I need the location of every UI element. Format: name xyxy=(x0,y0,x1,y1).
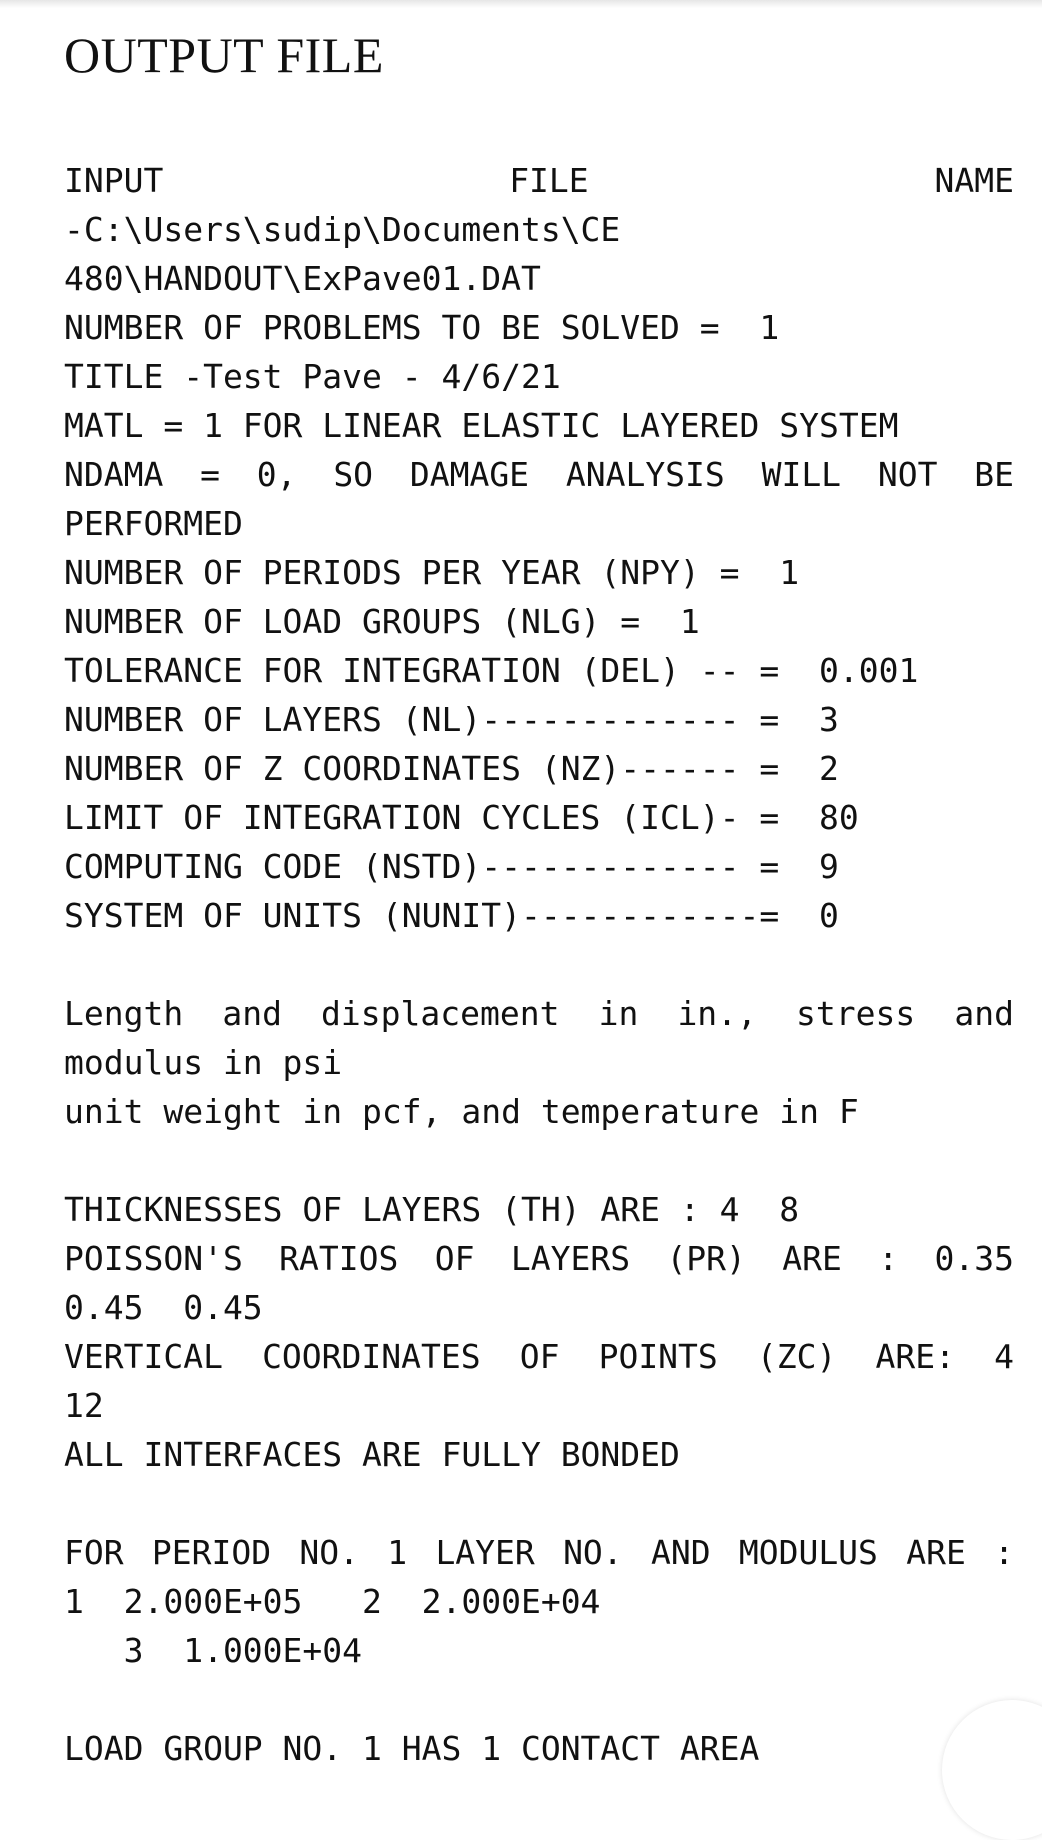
npy-line: NUMBER OF PERIODS PER YEAR (NPY) = 1 xyxy=(64,553,800,592)
ndama-continuation: PERFORMED xyxy=(64,504,243,543)
modulus-word: NO. xyxy=(299,1533,359,1572)
icl-line: LIMIT OF INTEGRATION CYCLES (ICL)- = 80 xyxy=(64,798,859,837)
modulus-word: 1 xyxy=(387,1533,408,1572)
header-word-file: FILE xyxy=(509,161,589,200)
ndama-word: NDAMA xyxy=(64,455,164,494)
units-continuation-1: modulus in psi xyxy=(64,1043,343,1082)
nl-line: NUMBER OF LAYERS (NL)------------- = 3 xyxy=(64,700,839,739)
output-document xyxy=(64,22,1014,1773)
units-line xyxy=(64,989,1014,1038)
zc-word: POINTS xyxy=(598,1337,718,1376)
modulus-word: LAYER xyxy=(435,1533,535,1572)
units-word: in xyxy=(598,994,639,1033)
zc-line xyxy=(64,1332,1014,1381)
modulus-continuation-1: 1 2.000E+05 2 2.000E+04 xyxy=(64,1582,601,1621)
modulus-word: AND xyxy=(650,1533,711,1572)
poisson-line xyxy=(64,1234,1014,1283)
problems-line: NUMBER OF PROBLEMS TO BE SOLVED = 1 xyxy=(64,308,780,347)
zc-word: VERTICAL xyxy=(64,1337,223,1376)
zc-word: ARE: xyxy=(875,1337,955,1376)
poisson-word: : xyxy=(878,1239,899,1278)
units-continuation-2: unit weight in pcf, and temperature in F xyxy=(64,1092,859,1131)
blank-line xyxy=(64,1479,1014,1528)
document-body xyxy=(64,156,1014,1773)
ndama-word: 0, xyxy=(256,455,297,494)
units-word: and xyxy=(954,994,1014,1033)
poisson-word: LAYERS xyxy=(510,1239,631,1278)
blank-line xyxy=(64,1675,1014,1724)
blank-line xyxy=(64,940,1014,989)
modulus-word: FOR xyxy=(64,1533,124,1572)
header-word-name: NAME xyxy=(934,161,1014,200)
modulus-word: ARE xyxy=(906,1533,966,1572)
units-word: and xyxy=(222,994,282,1033)
modulus-word: : xyxy=(994,1533,1014,1572)
units-word: in., xyxy=(677,994,757,1033)
modulus-word: NO. xyxy=(563,1533,623,1572)
ndama-word: WILL xyxy=(761,455,842,494)
modulus-line xyxy=(64,1528,1014,1577)
zc-continuation: 12 xyxy=(64,1386,104,1425)
ndama-word: DAMAGE xyxy=(409,455,530,494)
modulus-word: MODULUS xyxy=(738,1533,878,1572)
modulus-continuation-2: 3 1.000E+04 xyxy=(64,1631,363,1670)
nz-line: NUMBER OF Z COORDINATES (NZ)------ = 2 xyxy=(64,749,839,788)
nlg-line: NUMBER OF LOAD GROUPS (NLG) = 1 xyxy=(64,602,700,641)
poisson-word: POISSON'S xyxy=(64,1239,243,1278)
ndama-word: NOT xyxy=(877,455,938,494)
header-word-input: INPUT xyxy=(64,161,164,200)
input-file-header xyxy=(64,156,1014,205)
ndama-word: ANALYSIS xyxy=(565,455,725,494)
input-path-line-1: -C:\Users\sudip\Documents\CE xyxy=(64,210,621,249)
zc-word: (ZC) xyxy=(756,1337,837,1376)
poisson-word: OF xyxy=(434,1239,475,1278)
zc-word: OF xyxy=(519,1337,560,1376)
units-word: displacement xyxy=(321,994,560,1033)
bonded-line: ALL INTERFACES ARE FULLY BONDED xyxy=(64,1435,680,1474)
nunit-line: SYSTEM OF UNITS (NUNIT)------------= 0 xyxy=(64,896,839,935)
units-word: stress xyxy=(796,994,916,1033)
units-word: Length xyxy=(64,994,184,1033)
poisson-word: RATIOS xyxy=(279,1239,399,1278)
zc-word: COORDINATES xyxy=(262,1337,481,1376)
top-shadow xyxy=(0,0,1042,8)
ndama-line xyxy=(64,450,1014,499)
nstd-line: COMPUTING CODE (NSTD)------------- = 9 xyxy=(64,847,839,886)
page-title: OUTPUT FILE xyxy=(64,27,384,83)
ndama-word: BE xyxy=(974,455,1014,494)
title-line: TITLE -Test Pave - 4/6/21 xyxy=(64,357,561,396)
poisson-word: (PR) xyxy=(666,1239,746,1278)
poisson-word: ARE xyxy=(782,1239,842,1278)
thickness-line: THICKNESSES OF LAYERS (TH) ARE : 4 8 xyxy=(64,1190,800,1229)
poisson-word: 0.35 xyxy=(934,1239,1014,1278)
ndama-word: = xyxy=(200,455,220,494)
poisson-continuation: 0.45 0.45 xyxy=(64,1288,263,1327)
input-path-line-2: 480\HANDOUT\ExPave01.DAT xyxy=(64,259,541,298)
del-line: TOLERANCE FOR INTEGRATION (DEL) -- = 0.001 xyxy=(64,651,919,690)
zc-word: 4 xyxy=(994,1337,1014,1376)
matl-line: MATL = 1 FOR LINEAR ELASTIC LAYERED SYSTEM xyxy=(64,406,899,445)
modulus-word: PERIOD xyxy=(151,1533,272,1572)
load-group-line: LOAD GROUP NO. 1 HAS 1 CONTACT AREA xyxy=(64,1729,760,1768)
ndama-word: SO xyxy=(333,455,374,494)
blank-line xyxy=(64,1136,1014,1185)
